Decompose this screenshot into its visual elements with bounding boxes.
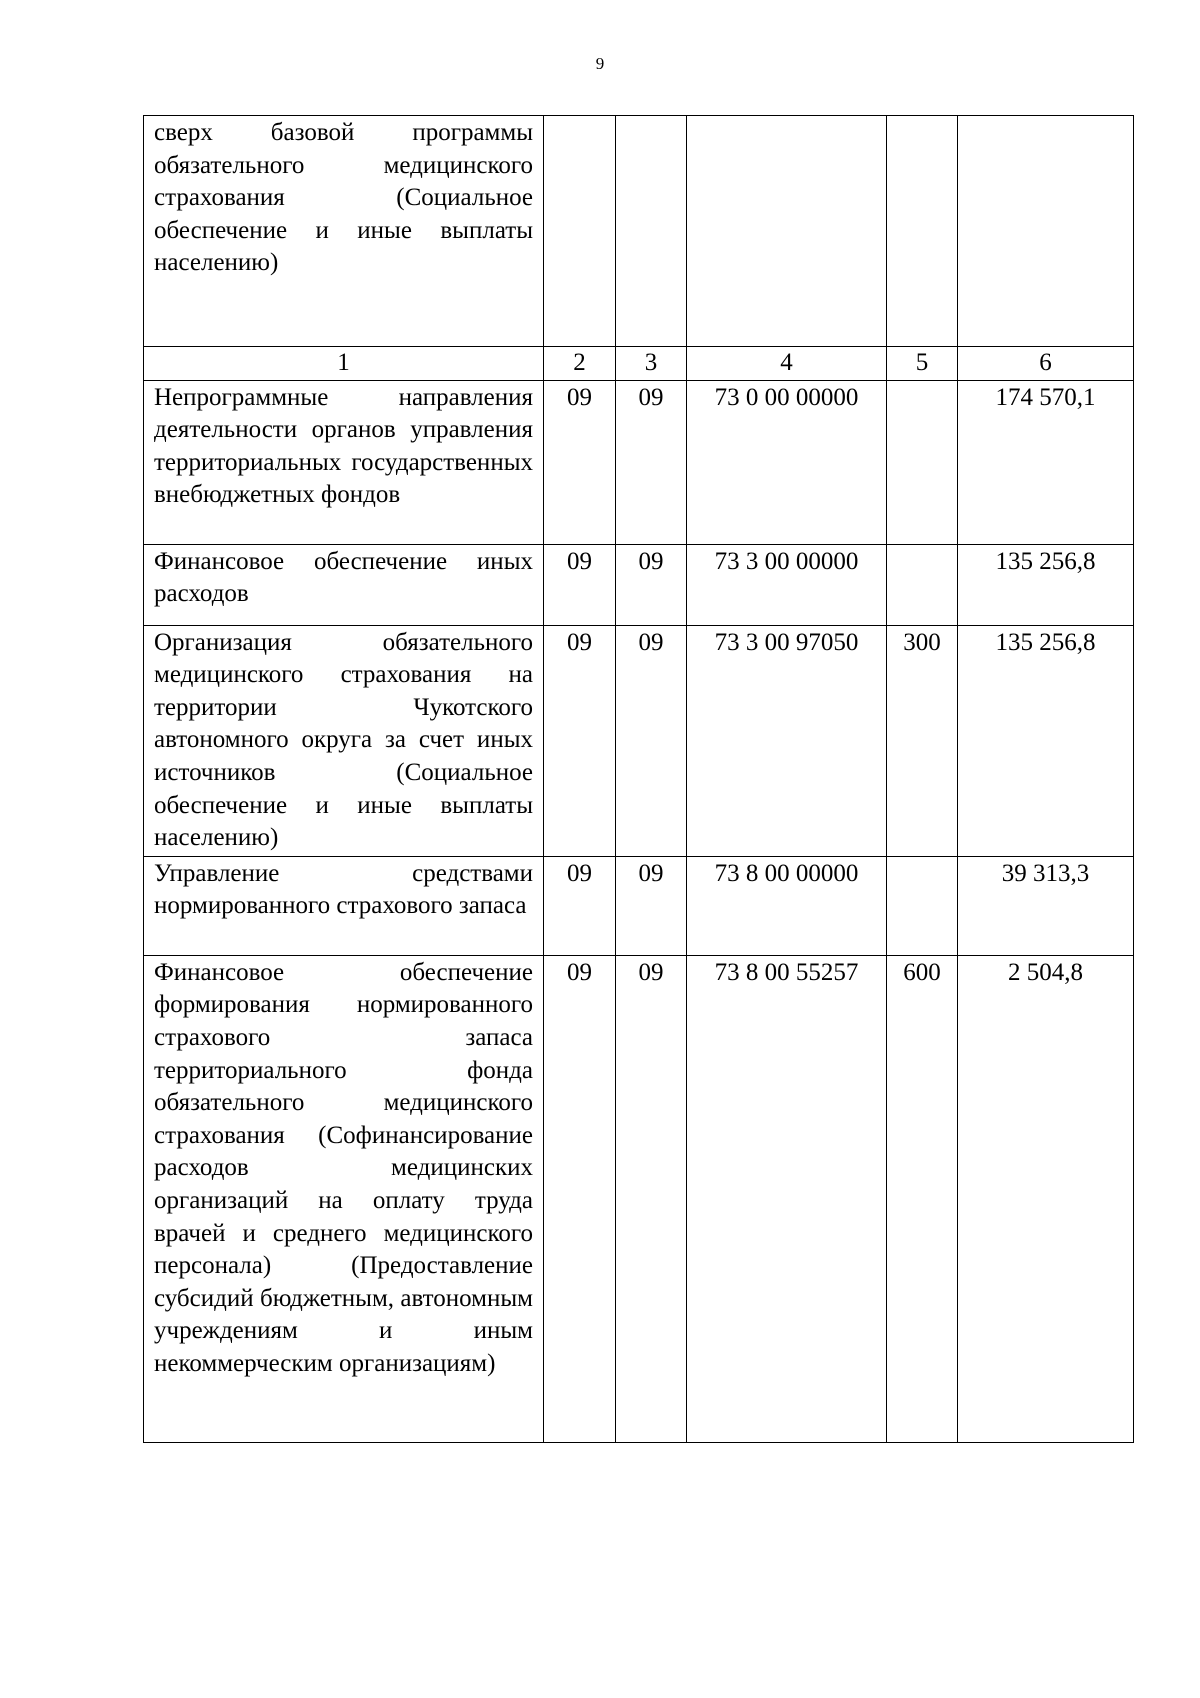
table-row-continuation [144,116,1134,347]
cell-col4: 73 3 00 00000 [687,544,887,625]
column-number-6: 6 [958,347,1134,381]
cell-col5 [887,856,958,955]
table-header-row [144,347,1134,381]
cell-col3: 09 [616,955,687,1442]
cell-col6 [958,116,1134,347]
cell-col2: 09 [544,625,616,856]
cell-description: Управление средствами нормированного страхового запаса [144,856,544,955]
table-row [144,544,1134,625]
cell-col5: 600 [887,955,958,1442]
cell-col3: 09 [616,544,687,625]
column-number-5: 5 [887,347,958,381]
page-number: 9 [595,54,605,73]
cell-description: Финансовое обеспечение формирования нормированного страхового запаса территориального фонда обязательного медицинского страхования (Софинансирование расходов медицинских организаций на оплату труда врачей и среднего медицинского персонала) (Предоставление субсидий бюджетным, автономным учреждениям и иным некоммерческим организациям) [144,955,544,1442]
cell-col2: 09 [544,955,616,1442]
table-row [144,856,1134,955]
cell-col5 [887,544,958,625]
column-number-1: 1 [144,347,544,381]
cell-col3: 09 [616,625,687,856]
cell-col6: 2 504,8 [958,955,1134,1442]
cell-col4: 73 3 00 97050 [687,625,887,856]
cell-col6: 135 256,8 [958,544,1134,625]
table-row [144,625,1134,856]
cell-description: Организация обязательного медицинского страхования на территории Чукотского автономного округа за счет иных источников (Социальное обеспечение и иные выплаты населению) [144,625,544,856]
cell-description: Финансовое обеспечение иных расходов [144,544,544,625]
cell-description: сверх базовой программы обязательного медицинского страхования (Социальное обеспечение и иные выплаты населению) [144,116,544,347]
cell-col2 [544,116,616,347]
cell-col3: 09 [616,856,687,955]
cell-col4: 73 8 00 00000 [687,856,887,955]
cell-col3 [616,116,687,347]
column-number-2: 2 [544,347,616,381]
cell-col2: 09 [544,544,616,625]
cell-description: Непрограммные направления деятельности органов управления территориальных государственных внебюджетных фондов [144,380,544,544]
budget-table [143,115,1134,1443]
table-row [144,380,1134,544]
cell-col4: 73 8 00 55257 [687,955,887,1442]
cell-col6: 135 256,8 [958,625,1134,856]
column-number-4: 4 [687,347,887,381]
cell-col2: 09 [544,380,616,544]
cell-col4: 73 0 00 00000 [687,380,887,544]
cell-col4 [687,116,887,347]
cell-col2: 09 [544,856,616,955]
cell-col6: 39 313,3 [958,856,1134,955]
table-row [144,955,1134,1442]
cell-col5 [887,380,958,544]
cell-col6: 174 570,1 [958,380,1134,544]
cell-col3: 09 [616,380,687,544]
cell-col5 [887,116,958,347]
column-number-3: 3 [616,347,687,381]
cell-col5: 300 [887,625,958,856]
